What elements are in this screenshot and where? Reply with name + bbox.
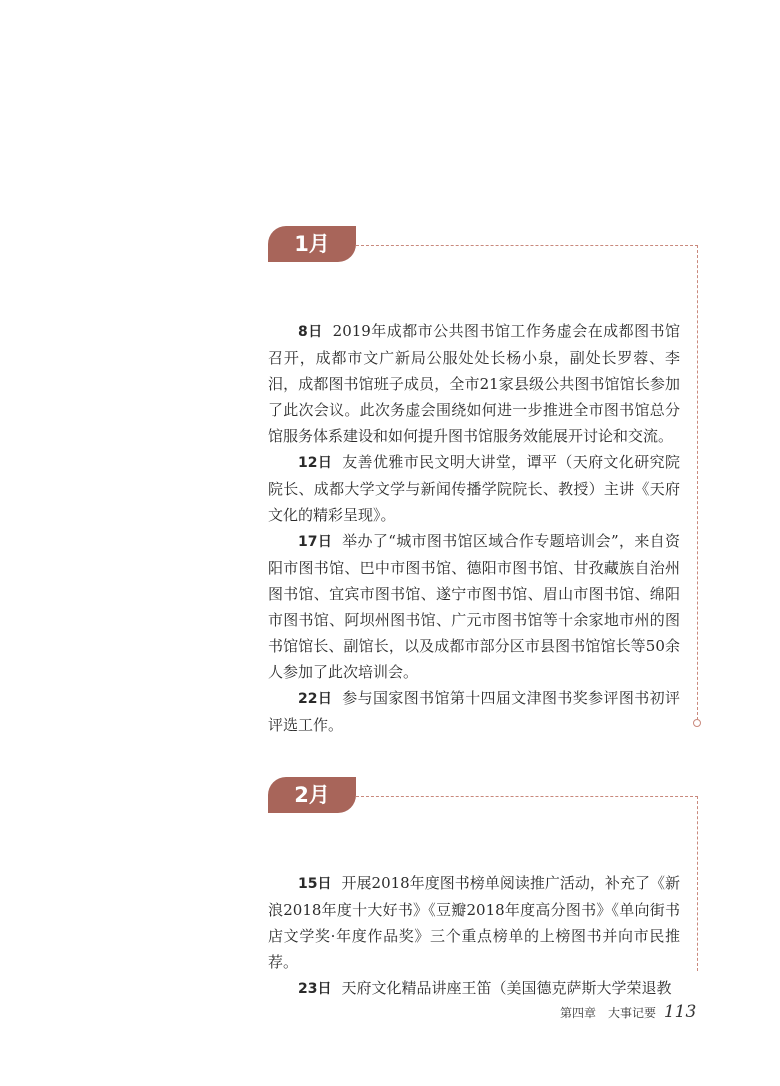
chapter-label: 第四章 大事记要: [560, 1006, 657, 1020]
circle-end-icon: [693, 719, 701, 727]
entry-day: 22日: [298, 691, 333, 707]
month-heading-february: 2月: [268, 777, 356, 813]
entry-day: 15日: [298, 876, 332, 892]
month-heading-january: 1月: [268, 226, 356, 262]
entry-text: 开展2018年度图书榜单阅读推广活动，补充了《新浪2018年度十大好书》《豆瓣2018年度高分图书》《单向街书店文学奖·年度作品奖》三个重点榜单的上榜图书并向市民推荐。: [268, 874, 680, 971]
entry-item: [268, 449, 680, 528]
entry-day: 8日: [298, 324, 323, 340]
dashed-divider: [356, 245, 698, 246]
entry-day: 17日: [298, 534, 333, 550]
dashed-divider-vertical: [697, 245, 698, 720]
entry-text: 友善优雅市民文明大讲堂，谭平（天府文化研究院院长、成都大学文学与新闻传播学院院长、教授）主讲《天府文化的精彩呈现》。: [268, 453, 680, 524]
dashed-divider-vertical: [697, 796, 698, 971]
entry-item: [268, 870, 680, 975]
entry-item: [268, 685, 680, 738]
entry-text: 天府文化精品讲座王笛（美国德克萨斯大学荣退教: [341, 979, 672, 997]
entry-day: 23日: [298, 981, 332, 997]
entry-text: 举办了“城市图书馆区域合作专题培训会”，来自资阳市图书馆、巴中市图书馆、德阳市图书馆、甘孜藏族自治州图书馆、宜宾市图书馆、遂宁市图书馆、眉山市图书馆、绵阳市图书馆、阿坝州图书馆、广元市图书馆等十余家地市州的图书馆馆长、副馆长，以及成都市部分区市县图书馆馆长等50余人参加了此次培训会。: [268, 532, 681, 681]
page-number: 113: [663, 1002, 697, 1022]
entry-text: 2019年成都市公共图书馆工作务虚会在成都图书馆召开，成都市文广新局公服处处长杨小泉，副处长罗蓉、李汨，成都图书馆班子成员，全市21家县级公共图书馆馆长参加了此次会议。此次务虚会围绕如何进一步推进全市图书馆总分馆服务体系建设和如何提升图书馆服务效能展开讨论和交流。: [268, 322, 680, 445]
entry-item: [268, 528, 680, 685]
entry-item: [268, 318, 680, 449]
dashed-divider: [356, 796, 698, 797]
entry-day: 12日: [298, 455, 333, 471]
entry-item: [268, 975, 680, 1002]
page-footer: [560, 1002, 696, 1022]
entries-january: [268, 318, 680, 738]
entries-february: [268, 870, 680, 1002]
entry-text: 参与国家图书馆第十四届文津图书奖参评图书初评评选工作。: [268, 689, 680, 734]
